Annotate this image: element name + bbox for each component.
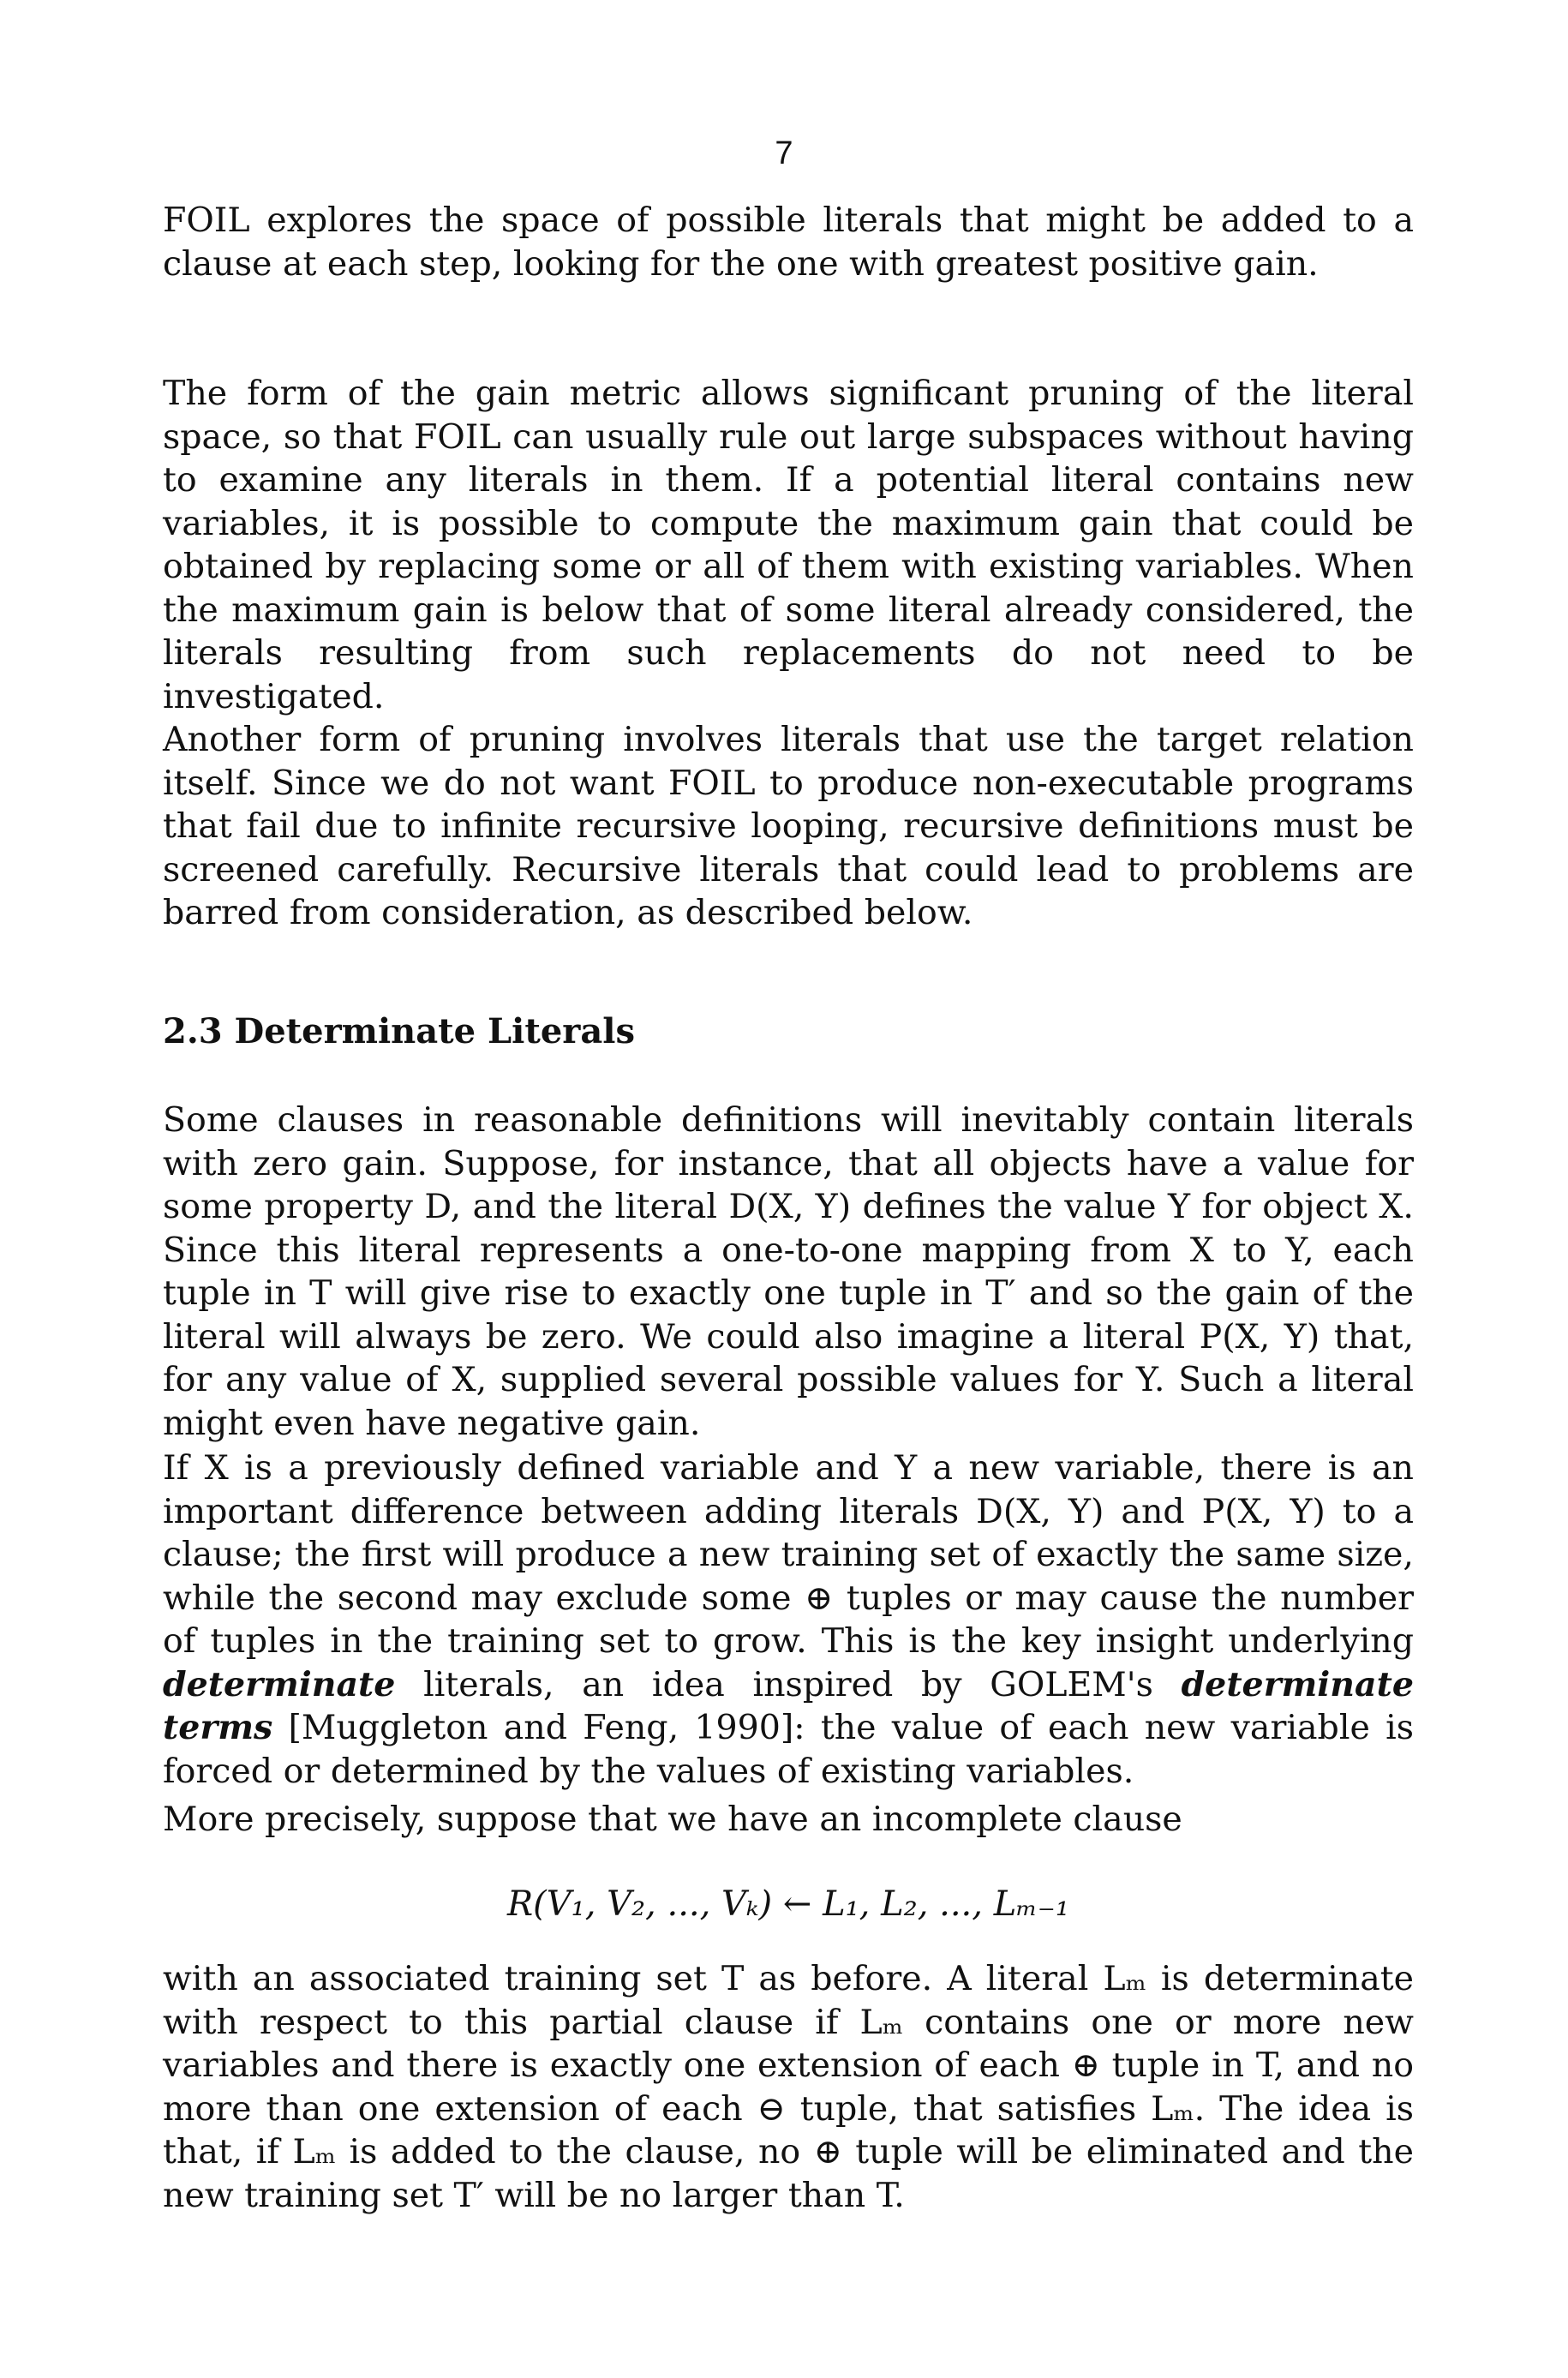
paragraph-text bbox=[163, 1447, 1414, 1793]
paragraph-zero-gain bbox=[163, 1099, 1414, 1445]
paragraph-text: FOIL explores the space of possible literals that might be added to a clause at each step, looking for the one with greatest positive gain. bbox=[163, 201, 1414, 284]
paragraph-more-precisely bbox=[163, 1798, 1414, 1842]
emphasis-determinate: determinate bbox=[163, 1664, 396, 1704]
equation-block bbox=[163, 1882, 1414, 1926]
paragraph-text: with an associated training set T as before. A literal Lₘ is determinate with respect to this partial clause if Lₘ contains one or more new variables and there is exactly one extension of each ⊕ tuple in T, and no more than one extension of each ⊖ tuple, that satisfies Lₘ. The idea is that, if Lₘ is added to the clause, no ⊕ tuple will be eliminated and the new training set T′ will be no larger than T. bbox=[163, 1959, 1414, 2215]
paragraph-text: Some clauses in reasonable definitions will inevitably contain literals with zero gain. Suppose, for instance, that all objects have a value for some property D, and the literal D(X, Y) defines the value Y for object X. Since this literal represents a one-to-one mapping from X to Y, each tuple in T will give rise to exactly one tuple in T′ and so the gain of the literal will always be zero. We could also imagine a literal P(X, Y) that, for any value of X, supplied several possible values for Y. Such a literal might even have negative gain. bbox=[163, 1100, 1414, 1443]
section-title: 2.3 Determinate Literals bbox=[163, 1011, 635, 1051]
paragraph-recursive-pruning bbox=[163, 718, 1414, 935]
paragraph-text: More precisely, suppose that we have an incomplete clause bbox=[163, 1800, 1182, 1839]
section-heading bbox=[163, 1009, 1414, 1054]
text-run: [Muggleton and Feng, 1990]: the value of each new variable is forced or determined by the values of existing variables. bbox=[163, 1708, 1414, 1791]
text-run: literals, an idea inspired by GOLEM's bbox=[395, 1664, 1182, 1704]
paragraph-determinate-insight bbox=[163, 1447, 1414, 1793]
paragraph-gain-metric-pruning bbox=[163, 372, 1414, 718]
page-number: 7 bbox=[775, 135, 793, 171]
equation: R(V₁, V₂, ..., Vₖ) ← L₁, L₂, ..., Lₘ₋₁ bbox=[507, 1884, 1069, 1924]
text-run: If X is a previously defined variable and Y a new variable, there is an important difference between adding literals D(X, Y) and P(X, Y) to a clause; the first will produce a new training set of exactly the same size, while the second may exclude some ⊕ tuples or may cause the number of tuples in the training set to grow. This is the key insight underlying bbox=[163, 1448, 1414, 1661]
paragraph-text: Another form of pruning involves literals that use the target relation itself. Since we do not want FOIL to produce non-executable programs that fail due to infinite recursive looping, recursive definitions must be screened carefully. Recursive literals that could lead to problems are barred from consideration, as described below. bbox=[163, 720, 1414, 932]
paragraph-determinate-definition bbox=[163, 1957, 1414, 2217]
paragraph-foil-explores bbox=[163, 199, 1414, 285]
emphasis-determinate-terms: determinate terms bbox=[163, 1664, 1414, 1747]
paragraph-text: The form of the gain metric allows significant pruning of the literal space, so that FOIL can usually rule out large subspaces without having to examine any literals in them. If a potential literal contains new variables, it is possible to compute the maximum gain that could be obtained by replacing some or all of them with existing variables. When the maximum gain is below that of some literal already considered, the literals resulting from such replacements do not need to be investigated. bbox=[163, 374, 1414, 716]
